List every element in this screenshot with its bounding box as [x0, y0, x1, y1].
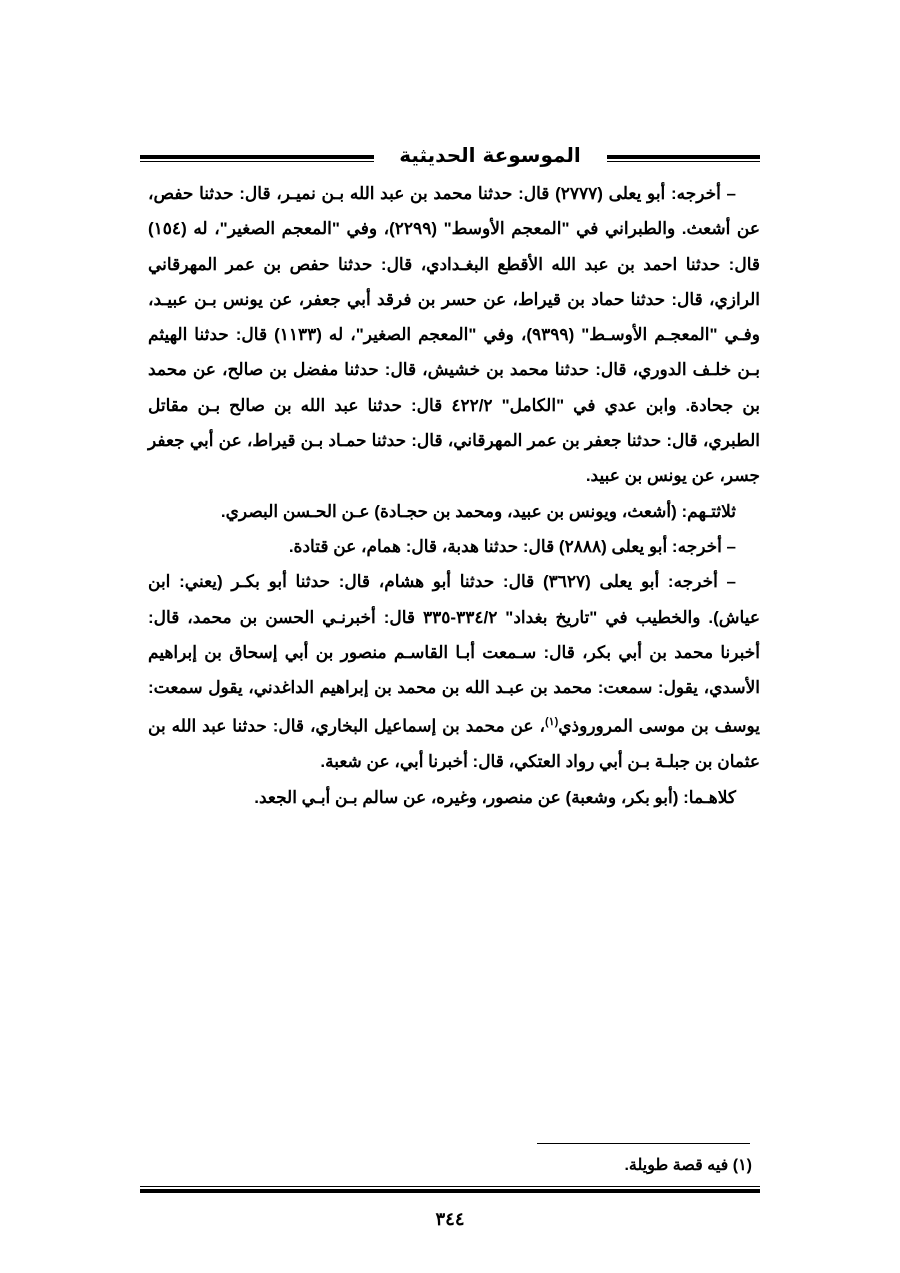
footnote-marker: (١)	[544, 716, 559, 729]
paragraph-1: – أخرجه: أبو يعلى (٢٧٧٧) قال: حدثنا محمد بن عبد الله بـن نميـر، قال: حدثنا حفص، عن أشعث. والطبراني في "المعجم الأوسط" (٢٢٩٩)، وفي "المعجم الصغير"، له (١٥٤) قال: حدثنا احمد بن عبد الله الأقطع البغـدادي، قال: حدثنا حفص بن عمر المهرقاني الرازي، قال: حدثنا حماد بن قيراط، عن حسر بن فرقد أبي جعفر، عن يونس بـن عبيـد، وفـي "المعجـم الأوسـط" (٩٣٩٩)، وفي "المعجم الصغير"، له (١١٣٣) قال: حدثنا الهيثم بـن خلـف الدوري، قال: حدثنا محمد بن خشيش، قال: حدثنا مفضل بن صالح، عن محمد بن جحادة. وابن عدي في "الكامل" ٤٢٢/٢ قال: حدثنا عبد الله بن صالح بـن مقاتل الطبري، قال: حدثنا جعفر بن عمر المهرقاني، قال: حدثنا حمـاد بـن قيراط، عن أبي جعفر جسر، عن يونس بن عبيد.	[148, 184, 761, 486]
footnote: (١) فيه قصة طويلة.	[624, 1157, 752, 1174]
page-title: الموسوعة الحديثية	[399, 143, 581, 167]
paragraph-4	[148, 564, 760, 779]
paragraph-4-text: – أخرجه: أبو يعلى (٣٦٢٧) قال: حدثنا أبو هشام، قال: حدثنا أبو بكـر (يعني: ابن عياش). والخطيب في "تاريخ بغداد" ٣٣٤/٢-٣٣٥ قال: أخبرنـي الحسن بن محمد، قال: أخبرنا محمد بن أبي بكر، قال: سـمعت أبـا القاسـم منصور بن أبي إسحاق بن إبراهيم الأسدي، يقول: سمعت: محمد بن عبـد الله بن محمد بن إبراهيم الداغدني، يقول سمعت: يوسف بن موسى المروروذي	[148, 572, 760, 737]
page-header	[140, 140, 760, 174]
footer-rule	[140, 1186, 760, 1193]
footnote-separator	[537, 1143, 750, 1144]
paragraph-5: كلاهـما: (أبو بكر، وشعبة) عن منصور، وغيره، عن سالم بـن أبـي الجعد.	[254, 787, 736, 807]
paragraph-3: – أخرجه: أبو يعلى (٢٨٨٨) قال: حدثنا هدبة، قال: همام، عن قتادة.	[288, 536, 736, 556]
paragraph-2: ثلاثتـهم: (أشعث، ويونس بن عبيد، ومحمد بن حجـادة) عـن الحـسن البصري.	[220, 501, 736, 521]
page-number: ٣٤٤	[435, 1209, 465, 1229]
header-rule-left	[140, 155, 374, 164]
header-rule-right	[607, 155, 760, 164]
paragraph-4-continued: ، عن محمد بن إسماعيل البخاري، قال: حدثنا عبد الله بن عثمان بن جبلـة بـن أبي رواد العتكي، قال: أخبرنا أبي، عن شعبة.	[148, 717, 760, 772]
body-text	[148, 176, 760, 815]
